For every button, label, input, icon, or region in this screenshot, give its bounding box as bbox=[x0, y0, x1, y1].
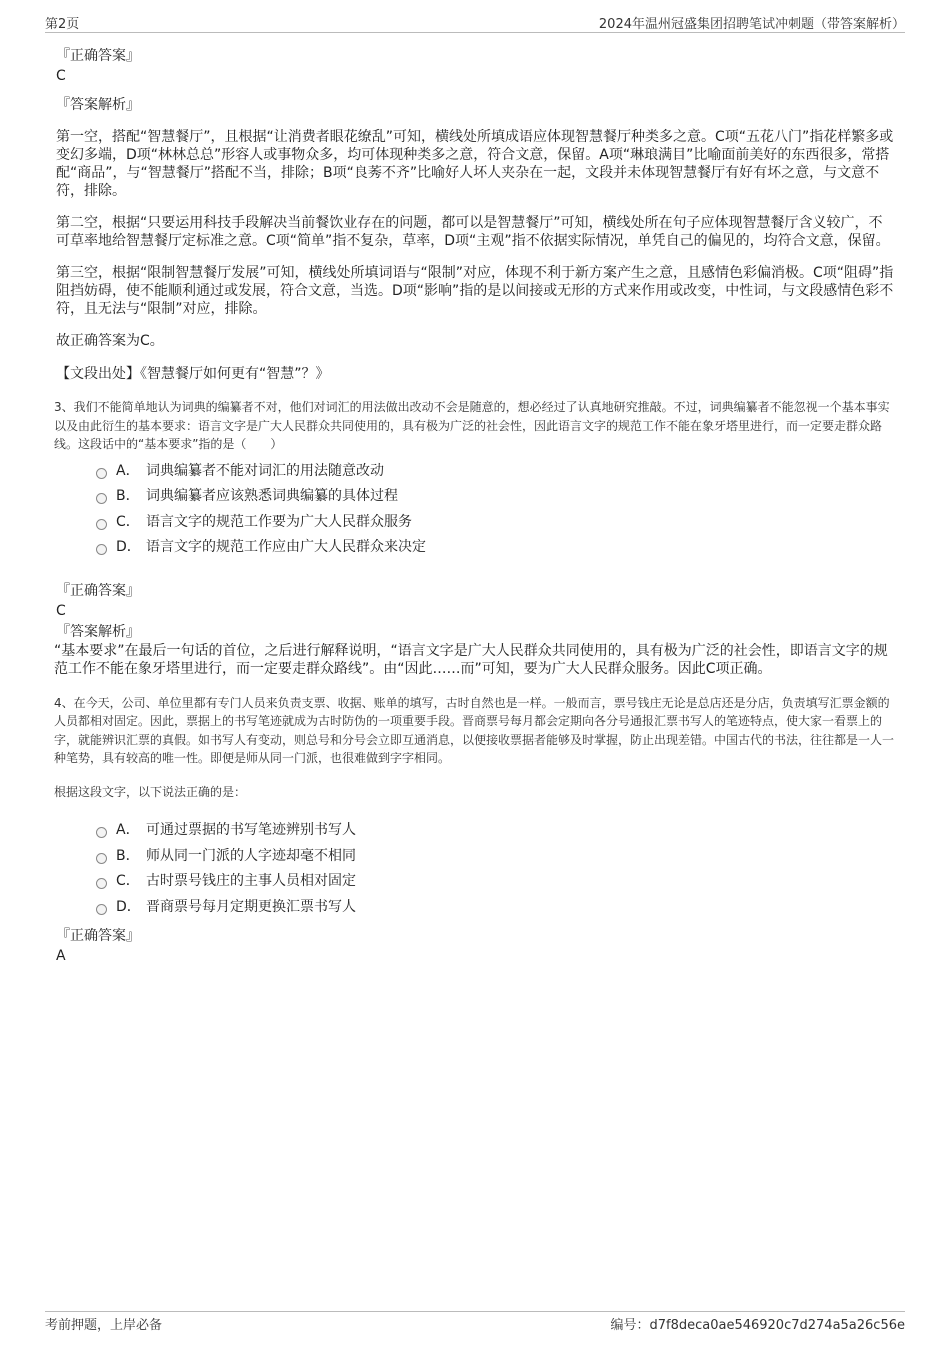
q3-analysis-label: 『答案解析』 bbox=[56, 623, 140, 640]
q3-question-text: 3、我们不能简单地认为词典的编纂者不对，他们对词汇的用法做出改动不会是随意的，想必经过了认真地研究推敲。不过，词典编纂者不能忽视一个基本事实以及由此衍生的基本要求：语言文字是广大人民群众共同使用的，具有极为广泛的社会性，因此语言文字的规范工作不能在象牙塔里进行，而一定要走群众路线。这段话中的“基本要求”指的是（ ） bbox=[54, 400, 890, 451]
q2-analysis-label: 『答案解析』 bbox=[56, 97, 140, 113]
radio-button-icon[interactable] bbox=[96, 468, 107, 479]
radio-button-icon[interactable] bbox=[96, 493, 107, 504]
q3-analysis: “基本要求”在最后一句话的首位，之后进行解释说明，“语言文字是广大人民群众共同使用的，具有极为广泛的社会性，即语言文字的规范工作不能在象牙塔里进行，而一定要走群众路线”。由“因此……而”可知，要为广大人民群众服务。因此C项正确。 bbox=[54, 642, 888, 677]
document-code: 编号：d7f8deca0ae546920c7d274a5a26c56e bbox=[610, 1318, 905, 1333]
q3-option-b[interactable]: B． 词典编纂者应该熟悉词典编纂的具体过程 bbox=[96, 484, 896, 510]
q2-conclusion: 故正确答案为C。 bbox=[56, 333, 164, 349]
radio-button-icon[interactable] bbox=[96, 827, 107, 838]
radio-button-icon[interactable] bbox=[96, 878, 107, 889]
q2-analysis-paragraph: 第三空，根据“限制智慧餐厅发展”可知，横线处所填词语与“限制”对应，体现不利于新方案产生之意，且感情色彩偏消极。C项“阻碍”指阻挡妨碍，使不能顺利通过或发展，符合文意，当选。D项“影响”指的是以间接或无形的方式来作用或改变，中性词，与文段感情色彩不符，且无法与“限制”对应，排除。 bbox=[56, 265, 894, 317]
q3-answer-label: 『正确答案』 bbox=[56, 582, 140, 599]
page-header bbox=[45, 13, 905, 33]
q4-option-d[interactable]: D． 晋商票号每月定期更换汇票书写人 bbox=[96, 895, 896, 921]
q3-options bbox=[96, 459, 896, 561]
radio-button-icon[interactable] bbox=[96, 519, 107, 530]
radio-button-icon[interactable] bbox=[96, 544, 107, 555]
q2-source: 【文段出处】《智慧餐厅如何更有“智慧”？》 bbox=[56, 366, 330, 382]
document-title: 2024年温州冠盛集团招聘笔试冲刺题（带答案解析） bbox=[598, 17, 905, 32]
radio-button-icon[interactable] bbox=[96, 904, 107, 915]
q4-prompt: 根据这段文字，以下说法正确的是： bbox=[54, 784, 247, 799]
q2-analysis-paragraph: 第二空，根据“只要运用科技手段解决当前餐饮业存在的问题，都可以是智慧餐厅”可知，横线处所在句子应体现智慧餐厅含义较广，不可草率地给智慧餐厅定标准之意。C项“简单”指不复杂，草率，D项“主观”指不依据实际情况，单凭自己的偏见的，均符合文意，保留。 bbox=[56, 215, 890, 249]
q3-option-a[interactable]: A． 词典编纂者不能对词汇的用法随意改动 bbox=[96, 459, 896, 485]
header-divider bbox=[45, 32, 905, 33]
radio-button-icon[interactable] bbox=[96, 853, 107, 864]
page-footer bbox=[45, 1314, 905, 1334]
q2-answer-label: 『正确答案』 bbox=[56, 48, 140, 64]
footer-divider bbox=[45, 1311, 905, 1312]
q4-options bbox=[96, 818, 896, 920]
page-content bbox=[56, 46, 896, 966]
q3-option-d[interactable]: D． 语言文字的规范工作应由广大人民群众来决定 bbox=[96, 535, 896, 561]
q3-option-c[interactable]: C． 语言文字的规范工作要为广大人民群众服务 bbox=[96, 510, 896, 536]
q4-option-b[interactable]: B． 师从同一门派的人字迹却毫不相同 bbox=[96, 844, 896, 870]
q2-answer: C bbox=[56, 68, 66, 84]
q4-answer-label: 『正确答案』 bbox=[56, 928, 140, 944]
q4-question-text: 4、在今天，公司、单位里都有专门人员来负责支票、收据、账单的填写，古时自然也是一样。一般而言，票号钱庄无论是总店还是分店，负责填写汇票金额的人员都相对固定。因此，票据上的书写笔迹就成为古时防伪的一项重要手段。晋商票号每月都会定期向各分号通报汇票书写人的笔迹特点，使大家一看票上的字，就能辨识汇票的真假。如书写人有变动，则总号和分号会立即互通消息，以便接收票据者能够及时掌握，防止出现差错。中国古代的书法，往往都是一人一种笔势，具有较高的唯一性。即便是师从同一门派，也很难做到字字相同。 bbox=[54, 695, 895, 765]
q3-answer: C bbox=[56, 602, 66, 619]
q4-option-a[interactable]: A． 可通过票据的书写笔迹辨别书写人 bbox=[96, 818, 896, 844]
footer-slogan: 考前押题，上岸必备 bbox=[45, 1318, 163, 1333]
q4-option-c[interactable]: C． 古时票号钱庄的主事人员相对固定 bbox=[96, 869, 896, 895]
q2-analysis-paragraph: 第一空，搭配“智慧餐厅”，且根据“让消费者眼花缭乱”可知，横线处所填成语应体现智慧餐厅种类多之意。C项“五花八门”指花样繁多或变幻多端，D项“林林总总”形容人或事物众多，均可体现种类多之意，符合文意，保留。A项“琳琅满目”比喻面前美好的东西很多，常搭配“商品”，与“智慧餐厅”搭配不当，排除；B项“良莠不齐”比喻好人坏人夹杂在一起，文段并未体现智慧餐厅有好有坏之意，与文意不符，排除。 bbox=[56, 129, 894, 199]
page-number: 第2页 bbox=[45, 17, 80, 32]
q4-answer: A bbox=[56, 948, 66, 964]
